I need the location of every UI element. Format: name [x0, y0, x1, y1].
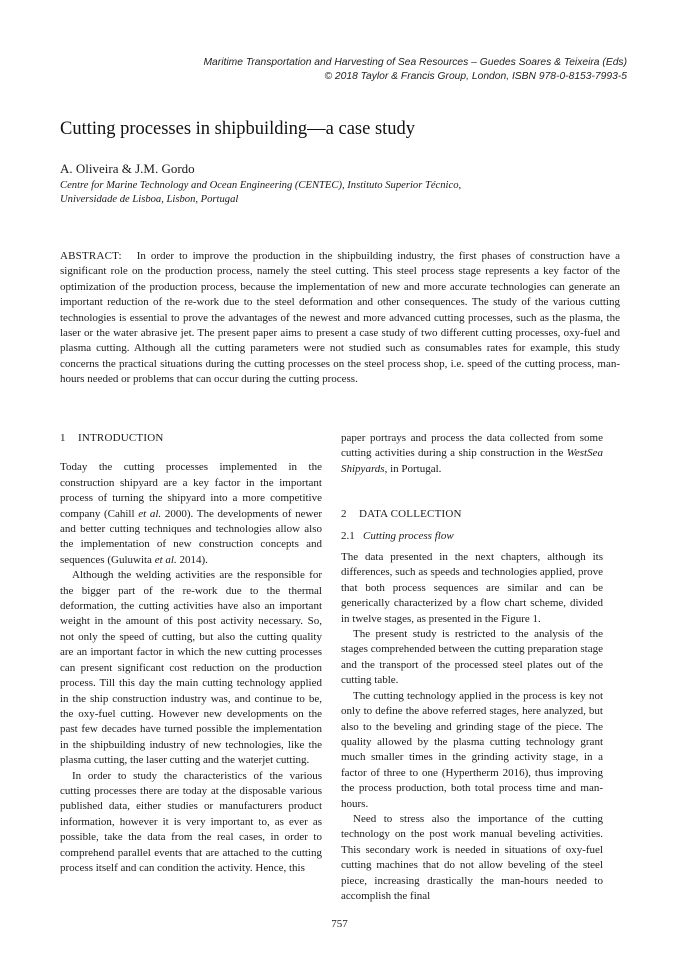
affiliation-line-2: Universidade de Lisboa, Lisbon, Portugal [60, 193, 239, 205]
authors: A. Oliveira & J.M. Gordo [60, 161, 195, 176]
subsection-2-1-heading [341, 529, 603, 544]
abstract-label: ABSTRACT: [60, 250, 122, 262]
running-header [203, 56, 627, 84]
header-line-2: © 2018 Taylor & Francis Group, London, ISBN 978-0-8153-7993-5 [324, 71, 627, 82]
section-2-title: DATA COLLECTION [359, 508, 462, 521]
section-1-heading [60, 431, 322, 446]
section-2-heading [341, 507, 603, 522]
page-number: 757 [331, 918, 348, 930]
header-line-1: Maritime Transportation and Harvesting of Sea Resources – Guedes Soares & Teixeira (Eds) [203, 57, 627, 68]
abstract [60, 249, 620, 388]
section-1-number: 1 [60, 432, 66, 444]
subsection-2-1-number: 2.1 [341, 529, 355, 542]
abstract-text: In order to improve the production in the shipbuilding industry, the first phases of construction have a significant role on the production process, namely the steel cutting. This steel process stage represents a key factor of the optimization of the production process, because the implementation of new and more accurate technologies can generate an important reduction of the re-work due to the steel deformation and other consequences. The study of the various cutting technologies is essential to prove the advantages of the newest and more advanced cutting processes, such as the plasma, the laser or the water abrasive jet. The present paper aims to present a case study of two different cutting processes, oxy-fuel and plasma cutting. Although all the cutting parameters were not studied such as consumables rates for example, this study concerns the practical situations during the cutting processes on the steel process shop, i.e. speed of the cutting process, man-hours needed or problems that can occur during the cutting process. [60, 250, 620, 386]
subsection-2-1-title: Cutting process flow [363, 529, 454, 542]
right-column [341, 431, 603, 904]
data-paragraph-1: The data presented in the next chapters, although its differences, such as speeds and technologies applied, prove that both process sequences are similar and can be generically characterized by a flow chart scheme, divided in twelve stages, as presented in the Figure 1. [341, 551, 603, 625]
data-paragraph-4: Need to stress also the importance of the cutting technology on the post work manual beveling activities. This secondary work is needed in situations of oxy-fuel cutting machines that do not allow beveling of the steel piece, increasing drastically the man-hours needed to accomplish the final [341, 812, 603, 902]
intro-paragraph-1: Today the cutting processes implemented in the construction shipyard are a key factor in the important process of turning the shipyard into a more competitive company (Cahill et al. 2000). The developments of newer and better cutting techniques and technologies allow also the implementation of new construction concepts and sequences (Guluwita et al. 2014). [60, 461, 323, 566]
intro-paragraph-4: paper portrays and process the data collected from some cutting activities during a ship construction in the WestSea Shipyards, in Portugal. [341, 432, 603, 475]
affiliation-line-1: Centre for Marine Technology and Ocean Engineering (CENTEC), Instituto Superior Técnico, [60, 180, 462, 191]
section-2-number: 2 [341, 508, 347, 521]
affiliation [60, 179, 461, 206]
left-column [60, 431, 322, 876]
data-paragraph-3: The cutting technology applied in the process is key not only to define the above referred stages, here analyzed, but also to the beveling and grinding stage of the piece. The quality allowed by the plasma cutting technology grant much smaller times in the grinding activity stage, in a factor of three to one (Hypertherm 2016), thus improving the process production, both total process time and man-hours. [341, 689, 603, 810]
data-paragraph-2: The present study is restricted to the analysis of the stages comprehended between the cutting preparation stage and the transport of the processed steel plates out of the cutting table. [341, 628, 603, 687]
intro-paragraph-2: Although the welding activities are the responsible for the bigger part of the re-work due to the thermal deformation, the cutting activities have also an important weight in the amount of this post activity necessary. So, not only the speed of cutting, but also the cutting quality are an important factor in which the new cutting processes can present significant cost reduction on the production process. Till this day the main cutting technology applied in the ship construction industry was, and continue to be, the oxy-fuel cutting. However new developments on the past few decades have turned possible the implementation in the shipbuilding industry of new technologies, like the plasma cutting, the laser cutting and the waterjet cutting. [60, 569, 322, 767]
intro-paragraph-3: In order to study the characteristics of the various cutting processes there are today at the disposable various published data, either studies or manufacturers product information, however it is very important to, as ever as possible, take the data from the real cases, in order to comprehend parallel events that are attached to the cutting process itself and can condition the activity. Hence, this [60, 769, 322, 874]
paper-title: Cutting processes in shipbuilding—a case study [60, 119, 416, 139]
section-1-title: INTRODUCTION [78, 432, 164, 444]
